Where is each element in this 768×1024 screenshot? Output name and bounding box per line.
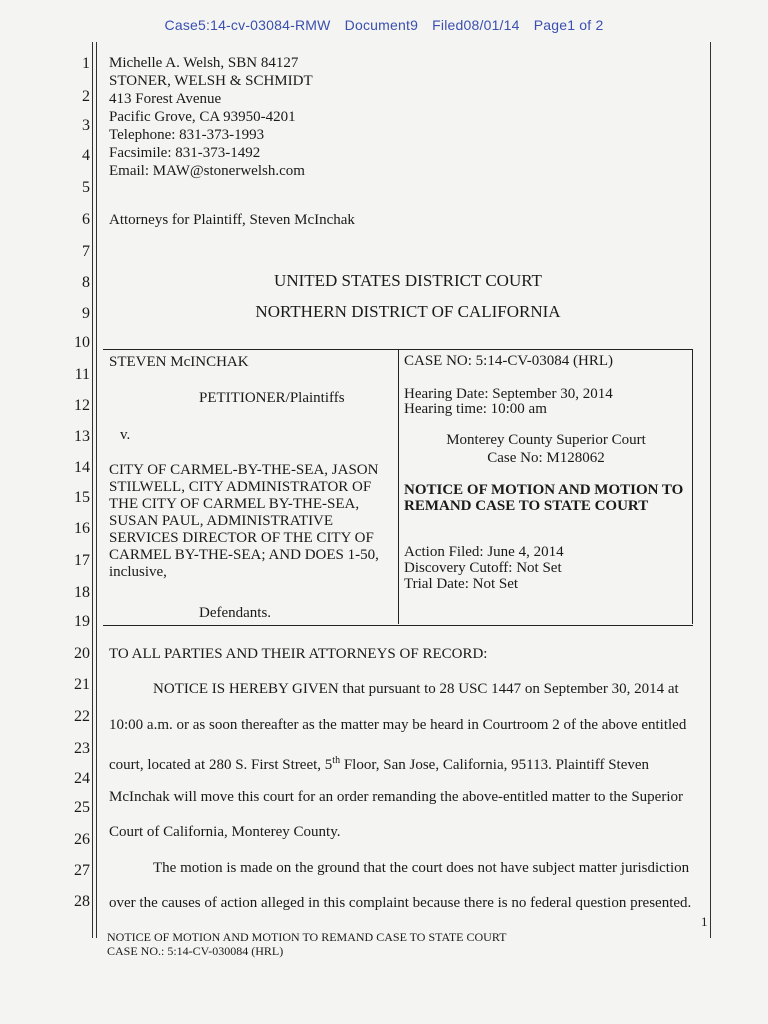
defendant-line: CITY OF CARMEL-BY-THE-SEA, JASON bbox=[109, 462, 379, 478]
left-margin-rule-2 bbox=[96, 42, 97, 938]
line-number: 27 bbox=[74, 862, 90, 879]
attorney-telephone: Telephone: 831-373-1993 bbox=[109, 127, 265, 143]
caption-divider bbox=[398, 349, 399, 624]
defendant-line: STILWELL, CITY ADMINISTRATOR OF bbox=[109, 479, 372, 495]
left-margin-rule-1 bbox=[92, 42, 93, 938]
defendant-line: CARMEL BY-THE-SEA; AND DOES 1-50, bbox=[109, 547, 379, 563]
court-name: UNITED STATES DISTRICT COURT bbox=[274, 271, 542, 290]
line-number: 15 bbox=[74, 489, 90, 506]
hearing-date: Hearing Date: September 30, 2014 bbox=[404, 386, 613, 402]
line-number: 12 bbox=[74, 397, 90, 414]
superior-court: Monterey County Superior Court bbox=[446, 432, 646, 448]
plaintiff-name: STEVEN McINCHAK bbox=[109, 354, 249, 370]
line-number: 13 bbox=[74, 428, 90, 445]
attorney-address1: 413 Forest Avenue bbox=[109, 91, 222, 107]
superior-case-number: Case No: M128062 bbox=[487, 450, 605, 466]
paragraph1-line3-b: Floor, San Jose, California, 95113. Plaintiff Steven bbox=[340, 757, 650, 773]
caption-right-border bbox=[692, 349, 693, 624]
defendant-line: SUSAN PAUL, ADMINISTRATIVE bbox=[109, 513, 334, 529]
line-number: 28 bbox=[74, 893, 90, 910]
paragraph1-line2: 10:00 a.m. or as soon thereafter as the matter may be heard in Courtroom 2 of the above entitled bbox=[109, 717, 687, 733]
hearing-time: Hearing time: 10:00 am bbox=[404, 401, 547, 417]
discovery-cutoff: Discovery Cutoff: Not Set bbox=[404, 560, 562, 576]
defendant-line: SERVICES DIRECTOR OF THE CITY OF bbox=[109, 530, 374, 546]
trial-date: Trial Date: Not Set bbox=[404, 576, 519, 592]
line-number: 2 bbox=[82, 88, 90, 105]
footer-title: NOTICE OF MOTION AND MOTION TO REMAND CASE TO STATE COURT bbox=[107, 930, 507, 944]
paragraph1-line4: McInchak will move this court for an order remanding the above-entitled matter to the Superior bbox=[109, 789, 683, 805]
footer bbox=[107, 930, 506, 958]
line-number: 22 bbox=[74, 708, 90, 725]
line-number: 25 bbox=[74, 799, 90, 816]
motion-title-line2: REMAND CASE TO STATE COURT bbox=[404, 498, 649, 514]
attorney-email: Email: MAW@stonerwelsh.com bbox=[109, 163, 305, 179]
line-number: 9 bbox=[82, 305, 90, 322]
line-number: 11 bbox=[74, 366, 90, 383]
right-margin-rule bbox=[710, 42, 711, 938]
line-number: 17 bbox=[74, 552, 90, 569]
defendant-role: Defendants. bbox=[199, 605, 272, 621]
defendant-line: inclusive, bbox=[109, 564, 167, 580]
court-district: NORTHERN DISTRICT OF CALIFORNIA bbox=[255, 302, 561, 321]
attorneys-for: Attorneys for Plaintiff, Steven McInchak bbox=[109, 212, 355, 228]
ecf-document: Document9 bbox=[344, 17, 419, 33]
line-number: 23 bbox=[74, 740, 90, 757]
action-filed: Action Filed: June 4, 2014 bbox=[404, 544, 564, 560]
defendant-line: THE CITY OF CARMEL BY-THE-SEA, bbox=[109, 496, 360, 512]
footer-case-number: CASE NO.: 5:14-CV-030084 (HRL) bbox=[107, 944, 284, 958]
line-number: 8 bbox=[82, 274, 90, 291]
line-number: 16 bbox=[74, 520, 90, 537]
line-number: 1 bbox=[82, 55, 90, 72]
attorney-firm: STONER, WELSH & SCHMIDT bbox=[109, 73, 313, 89]
line-number: 19 bbox=[74, 613, 90, 630]
line-number: 4 bbox=[82, 147, 90, 164]
line-number: 24 bbox=[74, 770, 90, 787]
line-number: 10 bbox=[74, 334, 90, 351]
ecf-page: Page1 of 2 bbox=[533, 17, 604, 33]
paragraph1-line3-sup: th bbox=[332, 755, 341, 766]
line-number: 18 bbox=[74, 584, 90, 601]
plaintiff-role: PETITIONER/Plaintiffs bbox=[199, 390, 345, 406]
attorney-name: Michelle A. Welsh, SBN 84127 bbox=[109, 55, 299, 71]
ecf-header bbox=[0, 17, 768, 33]
paragraph1-line3 bbox=[109, 752, 649, 774]
line-number: 5 bbox=[82, 179, 90, 196]
line-number: 21 bbox=[74, 676, 90, 693]
line-number: 7 bbox=[82, 243, 90, 260]
paragraph2-line1: The motion is made on the ground that the court does not have subject matter jurisdiction bbox=[153, 860, 690, 876]
paragraph1-line3-a: court, located at 280 S. First Street, 5 bbox=[109, 757, 333, 773]
paragraph1-line5: Court of California, Monterey County. bbox=[109, 824, 341, 840]
line-number: 20 bbox=[74, 645, 90, 662]
paragraph1-line1: NOTICE IS HEREBY GIVEN that pursuant to 28 USC 1447 on September 30, 2014 at bbox=[153, 681, 679, 697]
line-number: 26 bbox=[74, 831, 90, 848]
motion-title-line1: NOTICE OF MOTION AND MOTION TO bbox=[404, 482, 684, 498]
attorney-facsimile: Facsimile: 831-373-1492 bbox=[109, 145, 261, 161]
ecf-case: Case5:14-cv-03084-RMW bbox=[164, 17, 331, 33]
line-number: 6 bbox=[82, 211, 90, 228]
ecf-filed: Filed08/01/14 bbox=[432, 17, 520, 33]
line-number: 3 bbox=[82, 117, 90, 134]
line-number: 14 bbox=[74, 459, 90, 476]
page-number: 1 bbox=[701, 914, 708, 929]
case-number: CASE NO: 5:14-CV-03084 (HRL) bbox=[404, 353, 614, 369]
paragraph2-line2: over the causes of action alleged in this complaint because there is no federal question presented. bbox=[109, 895, 692, 911]
versus: v. bbox=[120, 427, 131, 443]
salutation: TO ALL PARTIES AND THEIR ATTORNEYS OF RECORD: bbox=[109, 646, 488, 662]
attorney-address2: Pacific Grove, CA 93950-4201 bbox=[109, 109, 296, 125]
